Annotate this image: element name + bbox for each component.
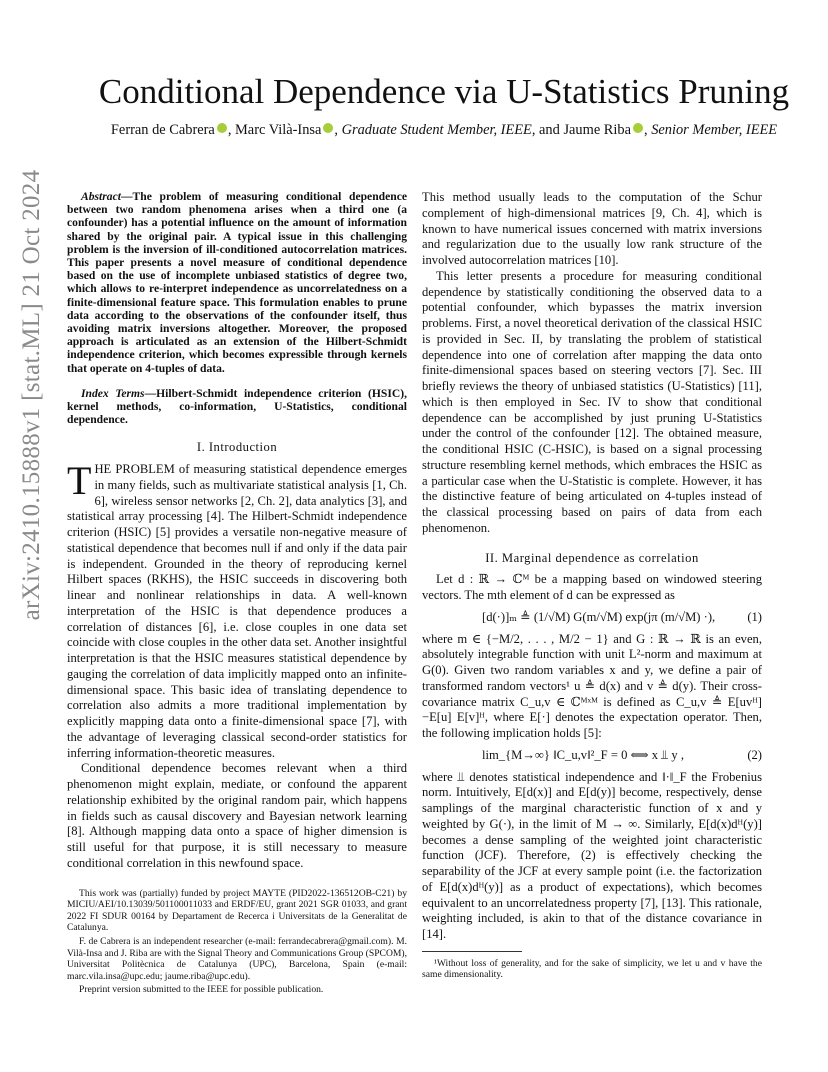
equation-2-body: lim_{M→∞} ‖C_u,v‖²_F = 0 ⟺ x ⫫ y , bbox=[482, 747, 684, 762]
orcid-icon[interactable] bbox=[633, 123, 643, 133]
affiliation-note: F. de Cabrera is an independent researcher (e-mail: ferrandecabrera@gmail.com). M. Vilà-Insa and J. Riba are with the Signal Theory and Communications Group (SPCOM), Universitat Politècnica de Catalunya (UPC), Barcelona, Spain (e-mail: marc.vila.insa@upc.edu; jaume.riba@upc.edu). bbox=[67, 936, 407, 982]
abstract: Abstract—The problem of measuring conditional dependence between two random phenomena arises when a third one (a confounder) has a potential influence on the amount of information shared by the original pair. A typical issue in this challenging problem is the inversion of ill-conditioned autocorrelation matrices. This paper presents a novel measure of conditional dependence based on the use of incomplete unbiased statistics of degree two, which allows to re-interpret independence as uncorrelatedness on a finite-dimensional feature space. This formulation enables to prune data according to the observations of the confounder itself, thus avoiding matrix inversions altogether. Moreover, the proposed approach is articulated as an extension of the Hilbert-Schmidt independence criterion, which becomes expressible through kernels that operate on 4-tuples of data. Index Terms—Hilbert-Schmidt independence criterion (HSIC), kernel methods, co-information, U-Statistics, conditional dependence. bbox=[67, 190, 407, 427]
author-line: Ferran de Cabrera , Marc Vilà-Insa , Graduate Student Member, IEEE, and Jaume Riba , Senior Member, IEEE bbox=[110, 122, 778, 138]
intro-p1-text: of measuring statistical dependence emerges in many fields, such as multivariate statistical analysis [1, Ch. 6], wireless sensor networks [2, Ch. 2], data analytics [3], and statistical array processing [4]. The Hilbert-Schmidt independence criterion (HSIC) [5] provides a versatile non-negative measure of statistical dependence that becomes null if and only if the data pair is independent. Grounded in the theory of reproducing kernel Hilbert spaces (RKHS), the HSIC succeeds in discovering both linear and nonlinear relationships in data. A well-known interpretation of the HSIC is that dependence produces a correlation of distances [6], i.e. close couples in one data set coincide with close couples in the other data set. Another insightful interpretation is that the HSIC measures statistical dependence by gauging the correlation of data implicitly mapped onto an infinite-dimensional space. This basic idea of translating dependence to correlation also admits a more traditional implementation by explicitly mapping data onto a finite-dimensional space [7], with the advantage of leveraging classical second-order statistics for inferring information-theoretic measures. bbox=[67, 462, 407, 760]
author-and: and bbox=[539, 122, 560, 138]
equation-1-number: (1) bbox=[747, 609, 762, 624]
left-footnotes bbox=[67, 888, 407, 996]
footnote-divider bbox=[422, 951, 522, 952]
author-2-role: Graduate Student Member, IEEE bbox=[341, 122, 532, 138]
author-3: Jaume Riba bbox=[563, 122, 631, 138]
left-column bbox=[67, 190, 407, 998]
abstract-text: The problem of measuring conditional dependence between two random phenomena arises when a third one (a confounder) has a potential influence on the amount of information shared by the original pair. A typical issue in this challenging problem is the inversion of ill-conditioned autocorrelation matrices. This paper presents a novel measure of conditional dependence based on the use of incomplete unbiased statistics of degree two, which allows to re-interpret independence as uncorrelatedness on a finite-dimensional feature space. This formulation enables to prune data according to the observations of the confounder itself, thus avoiding matrix inversions altogether. Moreover, the proposed approach is articulated as an extension of the Hilbert-Schmidt independence criterion, which becomes expressible through kernels that operate on 4-tuples of data. bbox=[67, 190, 407, 375]
author-1: Ferran de Cabrera bbox=[110, 122, 215, 138]
funding-note: This work was (partially) funded by project MAYTE (PID2022-136512OB-C21) by MICIU/AEI/10.13039/501100011033 and ERDF/EU, grant 2021 SGR 01033, and grant 2022 FI SDUR 00164 by Departament de Recerca i Universitats de la Generalitat de Catalunya. bbox=[67, 887, 407, 934]
arxiv-id: arXiv:2410.15888v1 [stat.ML] 21 Oct 2024 bbox=[18, 169, 45, 621]
equation-1-body: [d(·)]ₘ ≜ (1/√M) G(m/√M) exp(jπ (m/√M) ·), bbox=[482, 609, 716, 624]
right-paragraph-5: where ⫫ denotes statistical independence and ‖·‖_F the Frobenius norm. Intuitively, E[d(x)] and E[d(y)] become, respectively, dense samplings of the marginal characteristic function of x and y weighted by G(·), in the limit of M → ∞. Similarly, E[d(x)dᴴ(y)] becomes a dense sampling of the weighted joint characteristic function (JCF). Therefore, (2) is effectively checking the separability of the JCF at every sample point (i.e. the factorization of E[d(x)dᴴ(y)] as a product of expectations), which becomes equivalent to an uncorrelatedness property [7], [13]. This rationale, weighting included, is akin to that of the distance covariance in [14]. bbox=[422, 769, 762, 941]
right-paragraph-3: Let d : ℝ → ℂᴹ be a mapping based on windowed steering vectors. The mth element of d can be expressed as bbox=[422, 572, 762, 602]
right-paragraph-4: where m ∈ {−M/2, . . . , M/2 − 1} and G : ℝ → ℝ is an even, absolutely integrable function with unit L²-norm and maximum at G(0). Given two random variables x and y, we define a pair of transformed random vectors¹ u ≜ d(x) and v ≜ d(y). Their cross-covariance matrix C_u,v ∈ ℂᴹˣᴹ is defined as C_u,v ≜ E[uvᴴ]−E[u] E[v]ᴴ, where E[·] denotes the expectation operator. Then, the following implication holds [5]: bbox=[422, 631, 762, 740]
author-2: Marc Vilà-Insa bbox=[235, 122, 322, 138]
orcid-icon[interactable] bbox=[323, 123, 333, 133]
footnote-1: ¹Without loss of generality, and for the sake of simplicity, we let u and v have the same dimensionality. bbox=[422, 957, 762, 981]
intro-paragraph-1 bbox=[67, 458, 407, 761]
intro-first-words: HE PROBLEM bbox=[94, 462, 175, 477]
abstract-label: Abstract bbox=[81, 190, 121, 203]
right-paragraph-2: This letter presents a procedure for measuring conditional dependence by statistically conditioning the observed data to a potential confounder, which bypasses the matrix inversion problems. First, a novel theoretical derivation of the classical HSIC is provided in Sec. II, by translating the problem of statistical dependence into one of correlation after mapping the data onto finite-dimensional spaces based on steering vectors [7]. Sec. III briefly reviews the theory of unbiased statistics (U-Statistics) [11], which is then employed in Sec. IV to show that conditional dependence can be accomplished by just pruning U-Statistics under the control of the confounder [12]. The obtained measure, the conditional HSIC (C-HSIC), is based on a signal processing structure resembling kernel methods, which embraces the HSIC as a particular case when the U-Statistic is complete. However, it has the distinctive feature of being articulated on 4-tuples instead of the classical processing based on pairs of data from each phenomenon. bbox=[422, 268, 762, 535]
equation-1 bbox=[422, 610, 762, 626]
section-heading-marginal: II. Marginal dependence as correlation bbox=[485, 550, 699, 565]
arxiv-sidebar bbox=[8, 145, 56, 645]
index-terms-label: Index Terms bbox=[81, 386, 145, 400]
preprint-note: Preprint version submitted to the IEEE for possible publication. bbox=[79, 984, 324, 996]
right-footnote bbox=[422, 958, 762, 981]
drop-cap: T bbox=[67, 458, 92, 504]
section-heading-intro: I. Introduction bbox=[196, 440, 278, 455]
author-3-role: Senior Member, IEEE bbox=[651, 122, 778, 138]
intro-paragraph-2: Conditional dependence becomes relevant when a third phenomenon might explain, mediate, or confound the apparent relationship exhibited by the original random pair, which happens in fields such as causal discovery and Bayesian network learning [8]. Although mapping data onto a space of higher dimension is still useful for that purpose, it is still necessary to measure conditional correlation in this newfound space. bbox=[67, 761, 407, 870]
equation-2-number: (2) bbox=[747, 747, 762, 762]
right-paragraph-1: This method usually leads to the computation of the Schur complement of high-dimensional matrices [9, Ch. 4], which is known to have numerical issues concerned with matrix inversions and regularization due to the usually low rank structure of the involved autocorrelation matrices [10]. bbox=[422, 190, 762, 267]
index-terms-text: Hilbert-Schmidt independence criterion (HSIC), kernel methods, co-information, U-Statistics, conditional dependence. bbox=[67, 386, 407, 427]
orcid-icon[interactable] bbox=[217, 123, 227, 133]
right-column bbox=[422, 190, 762, 983]
paper-title: Conditional Dependence via U-Statistics Pruning bbox=[98, 72, 790, 111]
equation-2 bbox=[422, 748, 762, 764]
